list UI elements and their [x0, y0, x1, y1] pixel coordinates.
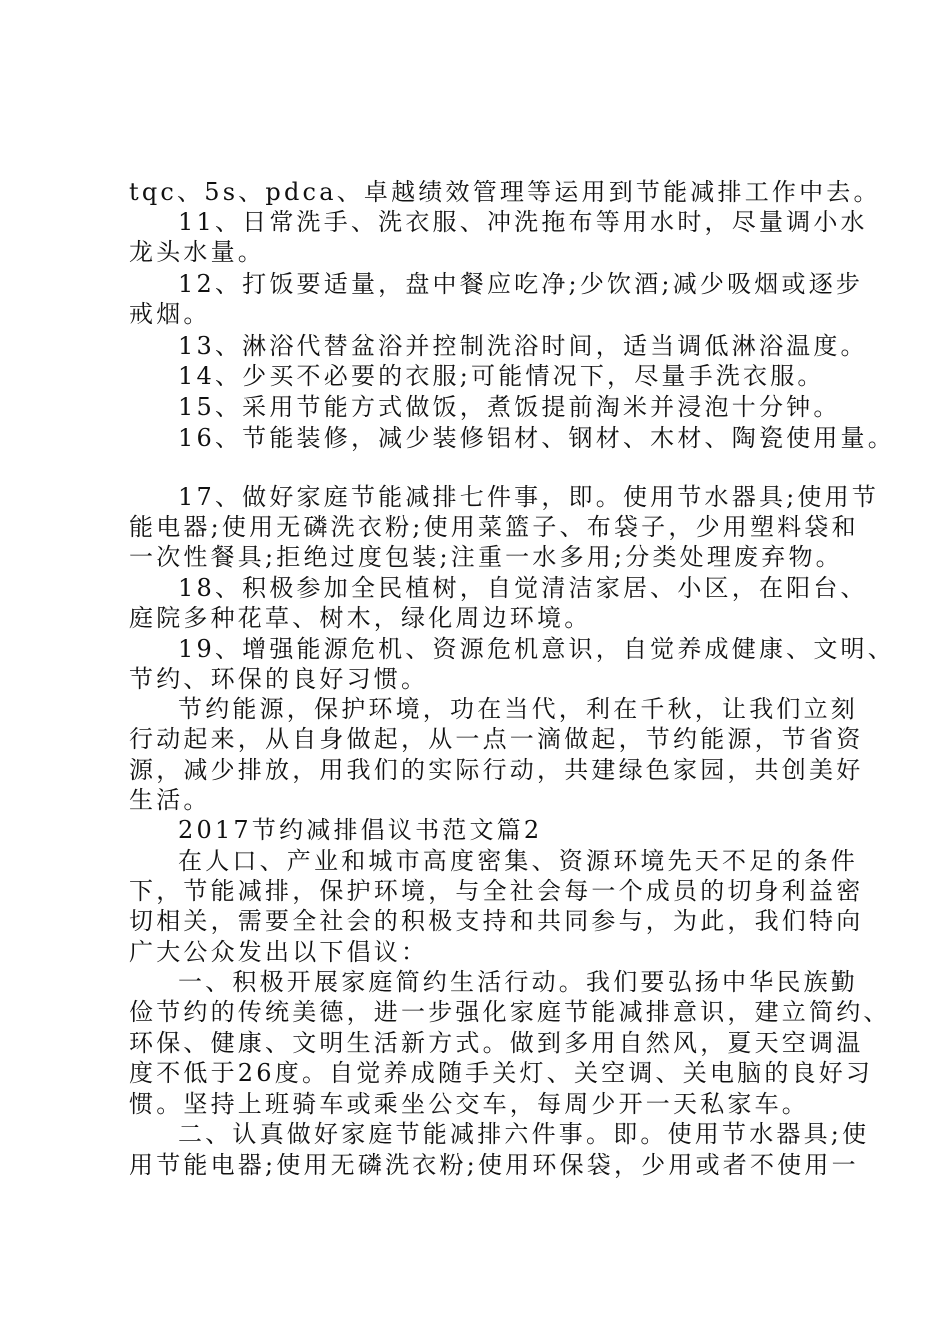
- text-line: 二、认真做好家庭节能减排六件事。即。使用节水器具;使: [178, 1120, 870, 1148]
- text-line: 一次性餐具;拒绝过度包装;注重一水多用;分类处理废弃物。: [129, 543, 843, 571]
- text-line: 16、节能装修，减少装修铝材、钢材、木材、陶瓷使用量。: [178, 424, 895, 452]
- text-line: 切相关，需要全社会的积极支持和共同参与，为此，我们特向: [129, 907, 864, 935]
- text-line: 在人口、产业和城市高度密集、资源环境先天不足的条件: [178, 847, 858, 875]
- text-line: 11、日常洗手、洗衣服、冲洗拖布等用水时，尽量调小水: [178, 208, 868, 236]
- text-line: 14、少买不必要的衣服;可能情况下，尽量手洗衣服。: [178, 362, 825, 390]
- text-line: 15、采用节能方式做饭，煮饭提前淘米并浸泡十分钟。: [178, 393, 841, 421]
- text-line: 13、淋浴代替盆浴并控制洗浴时间，适当调低淋浴温度。: [178, 332, 868, 360]
- text-line: 广大公众发出以下倡议：: [129, 938, 429, 966]
- text-line: 能电器;使用无磷洗衣粉;使用菜篮子、布袋子，少用塑料袋和: [129, 513, 859, 541]
- text-line: 环保、健康、文明生活新方式。做到多用自然风，夏天空调温: [129, 1029, 864, 1057]
- text-line: 源，减少排放，用我们的实际行动，共建绿色家园，共创美好: [129, 756, 864, 784]
- text-line: 用节能电器;使用无磷洗衣粉;使用环保袋，少用或者不使用一: [129, 1151, 859, 1179]
- text-line: 度不低于26度。自觉养成随手关灯、关空调、关电脑的良好习: [129, 1059, 874, 1087]
- text-line: 惯。坚持上班骑车或乘坐公交车，每周少开一天私家车。: [129, 1090, 809, 1118]
- text-line: 17、做好家庭节能减排七件事，即。使用节水器具;使用节: [178, 483, 880, 511]
- text-line: 行动起来，从自身做起，从一点一滴做起，节约能源，节省资: [129, 725, 864, 753]
- text-line: 俭节约的传统美德，进一步强化家庭节能减排意识，建立简约、: [129, 998, 891, 1026]
- text-line: 龙头水量。: [129, 238, 265, 266]
- text-line: 庭院多种花草、树木，绿化周边环境。: [129, 604, 592, 632]
- text-line: 戒烟。: [129, 300, 211, 328]
- text-line: 节约、环保的良好习惯。: [129, 665, 429, 693]
- text-line: 节约能源，保护环境，功在当代，利在千秋，让我们立刻: [178, 695, 858, 723]
- text-line: 19、增强能源危机、资源危机意识，自觉养成健康、文明、: [178, 635, 895, 663]
- text-line: 12、打饭要适量，盘中餐应吃净;少饮酒;减少吸烟或逐步: [178, 270, 864, 298]
- text-line: 一、积极开展家庭简约生活行动。我们要弘扬中华民族勤: [178, 968, 858, 996]
- section-heading: 2017节约减排倡议书范文篇2: [178, 816, 543, 844]
- text-line: tqc、5s、pdca、卓越绩效管理等运用到节能减排工作中去。: [129, 178, 881, 206]
- text-line: 下，节能减排，保护环境，与全社会每一个成员的切身利益密: [129, 877, 864, 905]
- text-line: 18、积极参加全民植树，自觉清洁家居、小区，在阳台、: [178, 574, 868, 602]
- text-line: 生活。: [129, 786, 211, 814]
